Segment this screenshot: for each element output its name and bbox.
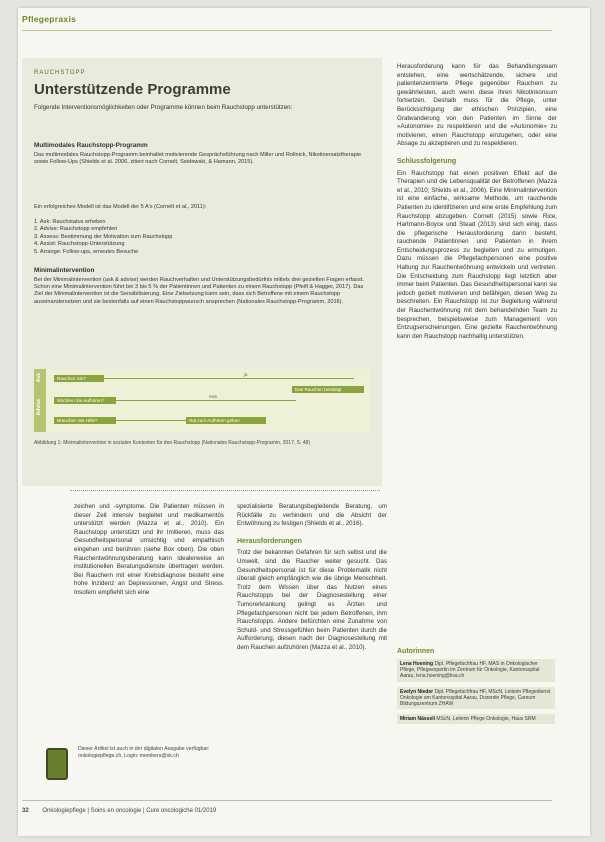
figure-result-2: Rat zum Aufhören geben: [186, 417, 266, 424]
bottom-column-a: [74, 503, 224, 598]
figure-side-ask: Ask: [36, 373, 42, 383]
list-item: 3. Assess: Bestimmung der Motivation zum Rauchstopp: [34, 233, 173, 240]
column-b-text: Trotz der bekannten Gefahren für sich selbst und die Umwelt, sind die Raucher weiter gesucht. Das Gesundheitspersonal ist für diese Problematik nicht überall gleich empfänglich wie die übrige Menschheit. Trotz dem Wissen über das Nutzen eines Rauchstopps bei der Diagnosestellung einer Tumorerkrankung gelingt es Ärzten und Pflegefachpersonen nicht bei jedem Betroffenen, ihm Rauchstopps. Andere befürchten eine Zunahme von Schuld- und Stressgefühlen beim Patienten durch die Aufforderung, diesen nach der Diagnosestellung mit dem Rauchen aufzuhören (Mazza et al., 2010).: [237, 549, 387, 651]
page-number: 32: [22, 808, 29, 814]
author-bio: Dipl. Pflegefachfrau HF, MScN, Leiterin Pflegedienst Onkologie am Kantonsspital Aarau, Dozentin Pflege, Careum Bildungszentrum ZHAW: [400, 688, 551, 708]
list-item: 2. Advise: Rauchstopp empfehlen: [34, 226, 118, 233]
challenges-heading: Herausforderungen: [237, 537, 302, 545]
tablet-icon: [46, 748, 68, 780]
box-lead: Folgende Interventionsmöglichkeiten oder Programme können beim Rauchstopp unterstützen:: [34, 104, 293, 111]
author-card: [397, 714, 555, 724]
figure-step-1: Rauchen Sie?: [54, 375, 104, 382]
figure-side-advise: Advise: [36, 399, 42, 416]
conclusion-text: Ein Rauchstopp hat einen positiven Effekt auf die Therapien und die Lebensqualität der Betroffenen (Mazza et al., 2010; Shields et al., 2006). Eine Minimalintervention ist eine einfache, wirksame Methode, um rauchende Patienten zu identifizieren und eine erste Empfehlung zum Rauchstopp abzugeben. Cornelt (2015) sowie Rice, Hartmann-Boyce und Stead (2013) sind sich einig, dass die pflegerische Herausforderung darin besteht, rauchende Patientinnen und Patienten in ihrem Entscheidungsprozess zu begleiten und zu ermutigen. Dazu müssen die Pflegefachpersonen eine positive Haltung zur Rauchentwöhnung entwickeln und vertreten. Die Entscheidung zum Rauchstopp liegt letztlich aber immer beim Patienten. Das Gesundheitspersonal kann sie jedoch gezielt motivieren und befähigen, diesen Weg zu beschreiten. Ein Rauchstopp ist zur Begleitung während der Rauchentwöhnung mit dem behandelnden Team zu besprechen, beispielsweise zum Management von Entzugserscheinungen. Eine gezielte Rauchentwöhnung kann den Rauchstopp nachhaltig unterstützen.: [397, 169, 557, 340]
box-title: Unterstützende Programme: [34, 81, 231, 98]
digital-edition-note: Dieser Artikel ist auch in der digitalen Ausgabe verfügbar: onkologiepflege.ch, Login: members@sk.ch: [78, 746, 210, 759]
author-card: [397, 687, 555, 710]
right-column: [397, 63, 557, 341]
section1-heading: Multimodales Rauchstopp-Programm: [34, 142, 148, 149]
bottom-column-b: [237, 503, 387, 653]
figure-connector: [116, 420, 186, 421]
section-rubric: Pflegepraxis: [22, 14, 77, 24]
authors-heading: Autorinnen: [397, 648, 435, 655]
right-intro: Herausforderung kann für das Behandlungsteam entstehen, eine wertschätzende, sichere und patientenzentrierte Pflege gegenüber Rauchern zu gewährleisten, auch wenn diese ihren Nikotinkonsum fortsetzen. Deshalb muss für die Pflege, unter Berücksichtigung der ethischen Prinzipien, eine Gratwanderung von den Patienten im Sinne der «Autonomie» zu respektieren und die «Autonomie» zu motivieren, einen Rauchstopp einzugehen, oder eine Absage zu akzeptieren und zu respektieren.: [397, 63, 557, 148]
list-item: 1. Ask: Rauchstatus erheben: [34, 219, 106, 225]
column-a-text: zeichen und -symptome. Die Patienten müssen in dieser Zeit intensiv begleitet und medikamentös unterstützt werden (Mazza et al., 2010). Ein Rauchstopp unterstützt und ihr Imitieren, muss das Gesundheitspersonal umsichtig und empathisch eingehen und berühren (siehe Box oben). Die oben Rauchentwöhnungsberatung kann idealerweise an institutionellen Beratungsdienste übertragen werden. Bei Rauchern mit einer Krebsdiagnose besteht eine hohe Inzidenz an Depressionen, Angst und Stress. Insofern empfiehlt sich eine: [74, 503, 224, 596]
author-name: Miriam Nässeli: [400, 716, 436, 723]
figure-caption: Abbildung 1: Minimalintervention in sozialen Kontexten für den Rauchstopp (Nationales Rauchstopp-Programm, 2017, S. 48): [34, 440, 310, 446]
section2-heading: Minimalintervention: [34, 267, 95, 274]
figure-result-1: Das Rauchen bestätigt: [292, 386, 364, 393]
dotted-divider: [70, 490, 380, 492]
five-a-intro: Ein erfolgreiches Modell ist das Modell der 5 A's (Cornelt et al., 2011):: [34, 204, 207, 210]
author-name: Evelyn Nieder: [400, 688, 434, 695]
page-footer: [22, 808, 562, 814]
rubric-divider: [22, 30, 552, 31]
five-a-list: [34, 219, 172, 256]
authors-box: [397, 648, 555, 824]
conclusion-heading: Schlussfolgerung: [397, 157, 457, 165]
figure-step-3: Brauchen Sie Hilfe?: [54, 417, 116, 424]
author-name: Lena Hoening: [400, 661, 434, 667]
list-item: 4. Assist: Rauchstopp-Unterstützung: [34, 241, 125, 248]
author-card: [397, 659, 555, 682]
figure-note-yes: ja: [244, 372, 248, 377]
author-bio: Dipl. Pflegefachfrau HF, MAS in Onkologischer Pflege, Pflegeexpertin im Zentrum für Onkologie, Kantonsspital Aarau, lena.hoening@ksa.ch: [400, 661, 540, 680]
figure-connector: [104, 378, 354, 379]
footer-divider: [22, 800, 552, 801]
list-item: 5. Arrange: Follow-ups, erneutes Besuche: [34, 248, 139, 255]
section2-text: Bei der Minimalintervention (ask & advise) werden Rauchverhalten und Unterstützungsbedürfnis mittels drei gezielten Fragen erfasst. Schon eine Minimalintervention führt bei 3 bis 5 % der Patientinnen und Patienten zu einem Rauchstopp (Pfeifl & Hagger, 2017). Das Ziel der Minimalintervention ist die Sensibilisierung. Eine Zielsetzung kann sein, dass sich Betroffene mit einem Rauchstopp auseinandersetzen und sie bestenfalls auf einen Rauchstoppwunsch ansprechen (Nationales Rauchstopp-Programm, 2016).: [34, 277, 364, 305]
figure-connector: [116, 400, 296, 401]
footer-publication: Onkologiepflege | Soins en oncologie | Cure oncologiche 01/2019: [42, 808, 217, 814]
column-b-top: spezialisierte Beratungsbegleitende Beratung, um Rückfälle zu verhindern und die Absicht der Entwöhnung zu festigen (Shields et al., 2016).: [237, 503, 387, 528]
section1-text: Das multimodales Rauchstopp-Programm beinhaltet motivierende Gesprächsführung nach Miller und Rollnick, Nikotinersatztherapie sowie Follow-Ups (Shields et al. 2006, zitiert nach Cornelt, Seidewski, & Hamann, 2015).: [34, 152, 362, 166]
figure-step-2: Möchten Sie aufhören?: [54, 397, 116, 404]
figure-note-no: nein: [209, 394, 218, 399]
author-bio: MScN, Leiterin Pflege Onkologie, Haus SRM: [436, 716, 536, 723]
intervention-figure: [34, 369, 370, 432]
figure-side-band: [34, 369, 46, 432]
box-kicker: RAUCHSTOPP: [34, 70, 86, 76]
